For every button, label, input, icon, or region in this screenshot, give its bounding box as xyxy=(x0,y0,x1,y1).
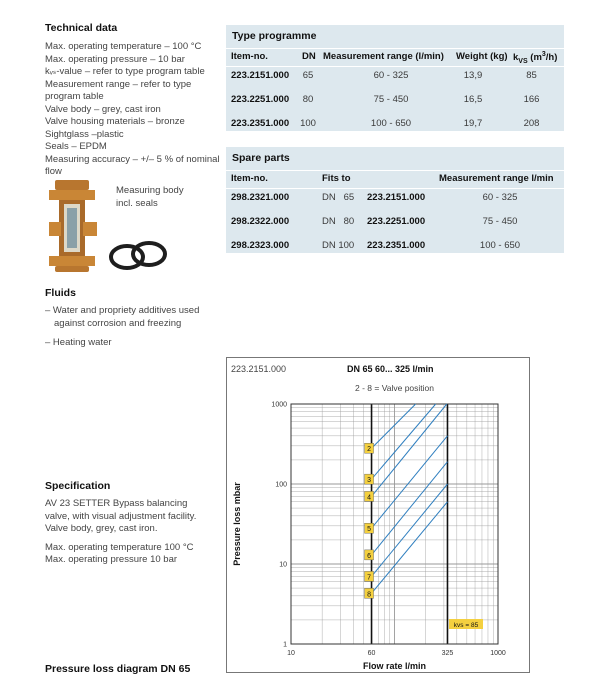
table-row xyxy=(226,94,564,108)
technical-data-line: Measurement range – refer to type xyxy=(45,78,192,90)
table-cell: DN 80 xyxy=(322,216,355,227)
y-tick-label: 1000 xyxy=(271,401,287,409)
fluids-title: Fluids xyxy=(45,287,76,299)
technical-data-line: program table xyxy=(45,91,104,102)
type-programme-title: Type programme xyxy=(232,30,317,42)
table-cell: 223.2251.000 xyxy=(231,94,290,105)
col-item-no: Item-no. xyxy=(231,173,268,184)
table-row xyxy=(226,118,564,132)
col-dn: DN xyxy=(302,51,316,62)
spare-parts-title: Spare parts xyxy=(232,152,290,164)
col-range: Measurement range (l/min) xyxy=(323,51,444,62)
pressure-loss-chart xyxy=(226,357,530,673)
table-cell: DN 100 xyxy=(322,240,355,251)
valve-position-label: 7 xyxy=(367,574,371,582)
technical-data-title: Technical data xyxy=(45,22,118,34)
table-cell: 208 xyxy=(523,118,540,129)
table-row xyxy=(226,240,564,254)
spare-parts-header xyxy=(226,173,564,187)
y-tick-label: 10 xyxy=(279,561,287,569)
pressure-loss-diagram-title: Pressure loss diagram DN 65 xyxy=(45,663,191,675)
table-row xyxy=(226,216,564,230)
table-cell: 80 xyxy=(302,94,314,105)
table-cell: 75 - 450 xyxy=(373,94,409,105)
col-item-no: Item-no. xyxy=(231,51,268,62)
table-cell: 60 - 325 xyxy=(482,192,518,203)
table-cell: 298.2321.000 xyxy=(231,192,290,203)
col-fits-to: Fits to xyxy=(322,173,351,184)
table-cell: 60 - 325 xyxy=(373,70,409,81)
valve-position-label: 6 xyxy=(367,552,371,560)
technical-data-list xyxy=(45,41,220,179)
specification-title: Specification xyxy=(45,480,111,492)
table-cell: 223.2351.000 xyxy=(367,240,426,251)
chart-item-no: 223.2151.000 xyxy=(231,364,287,374)
fluid-item: – Water and propriety additives used against corrosion and freezing xyxy=(45,305,200,329)
table-cell: 65 xyxy=(302,70,314,81)
table-cell: 75 - 450 xyxy=(482,216,518,227)
table-cell: 100 - 650 xyxy=(370,118,412,129)
technical-data-line: Seals – EPDM xyxy=(45,141,107,152)
table-cell: DN 65 xyxy=(322,192,355,203)
col-range: Measurement range l/min xyxy=(439,173,554,184)
technical-data-line: Sightglass –plastic xyxy=(45,128,124,140)
col-weight: Weight (kg) xyxy=(456,51,508,62)
chart-subtitle: 2 - 8 = Valve position xyxy=(355,383,434,393)
y-tick-label: 1 xyxy=(283,641,287,649)
table-cell: 223.2151.000 xyxy=(367,192,426,203)
measuring-body-image xyxy=(45,178,105,274)
chart-title: DN 65 60... 325 l/min xyxy=(347,364,434,374)
valve-position-label: 3 xyxy=(367,477,371,485)
series-line-3 xyxy=(372,404,436,479)
y-tick-label: 100 xyxy=(275,481,287,489)
y-axis-label: Pressure loss mbar xyxy=(232,482,242,566)
technical-data-line: flow xyxy=(45,166,62,177)
technical-data-line: kᵥₛ-value – refer to type program table xyxy=(45,66,205,77)
seals-image xyxy=(105,240,169,272)
table-cell: 100 xyxy=(300,118,316,129)
table-cell: 13,9 xyxy=(463,70,483,81)
x-tick-label: 60 xyxy=(367,650,376,657)
table-cell: 298.2322.000 xyxy=(231,216,290,227)
valve-position-label: 2 xyxy=(367,446,371,454)
x-axis-label: Flow rate l/min xyxy=(362,661,427,671)
type-programme-header xyxy=(226,51,564,65)
x-tick-label: 1000 xyxy=(490,650,506,657)
series-line-7 xyxy=(372,484,448,576)
kvs-label: kvs = 85 xyxy=(453,622,479,629)
valve-position-label: 5 xyxy=(367,526,371,534)
valve-position-label: 4 xyxy=(367,494,371,502)
technical-data-line: Max. operating pressure – 10 bar xyxy=(45,53,185,65)
table-row xyxy=(226,70,564,84)
x-tick-label: 325 xyxy=(441,650,454,657)
chart-svg xyxy=(227,358,529,672)
table-cell: 298.2323.000 xyxy=(231,240,290,251)
table-cell: 223.2351.000 xyxy=(231,118,290,129)
series-line-8 xyxy=(372,502,448,594)
col-kvs: $k_{VS}$ $(m^3/h)$ xyxy=(513,51,558,66)
table-cell: 166 xyxy=(523,94,540,105)
valve-position-label: 8 xyxy=(367,591,371,599)
technical-data-line: Valve body – grey, cast iron xyxy=(45,103,161,115)
x-tick-label: 10 xyxy=(287,650,295,657)
fluid-item: – Heating water xyxy=(45,337,112,348)
type-programme-table xyxy=(226,25,564,131)
technical-data-line: Valve housing materials – bronze xyxy=(45,116,185,127)
table-cell: 100 - 650 xyxy=(479,240,521,251)
table-cell: 223.2151.000 xyxy=(231,70,290,81)
specification-text: AV 23 SETTER Bypass balancing valve, with visual adjustment facility. Valve body, grey, cast iron. Max. operating temperature 100 °C Max. operating pressure 10 bar xyxy=(45,498,197,565)
technical-data-line: Measuring accuracy – +/– 5 % of nominal xyxy=(45,153,220,165)
series-line-2 xyxy=(372,404,416,448)
spare-parts-table xyxy=(226,147,564,253)
table-row xyxy=(226,192,564,206)
technical-data-line: Max. operating temperature – 100 °C xyxy=(45,41,202,52)
series-line-6 xyxy=(372,462,448,555)
image-caption: Measuring body incl. seals xyxy=(116,185,184,209)
table-cell: 85 xyxy=(526,70,537,81)
table-cell: 223.2251.000 xyxy=(367,216,426,227)
fluids-list xyxy=(45,305,199,350)
table-cell: 19,7 xyxy=(463,118,483,129)
table-cell: 16,5 xyxy=(463,94,483,105)
